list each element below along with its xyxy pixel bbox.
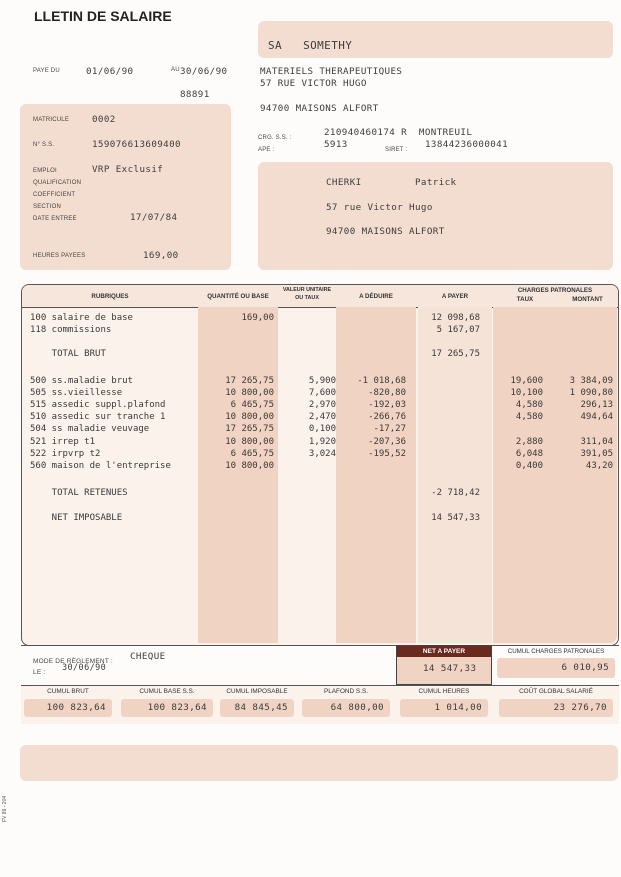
cumul-label: PLAFOND S.S. [323,688,369,695]
section-label: SECTION [33,204,62,210]
row-rubrique: 515 assedic suppl.plafond [30,400,166,410]
reglement-date: 30/06/90 [62,663,107,673]
cumul-label: CUMUL BASE S.S. [139,688,195,695]
column-quantite-bg [198,307,278,643]
header-taux: TAUX [516,296,534,303]
row-taux: 19,600 [510,376,543,386]
header-quantite: QUANTITÉ OU BASE [207,293,269,300]
nss-label: N° S.S. [33,142,55,148]
row-montant: 296,13 [580,400,613,410]
row-rubrique: 510 assedic sur tranche 1 [30,412,166,422]
footer-rule [21,645,619,646]
row-quantite: 17 265,75 [225,376,274,386]
cumul-label: CUMUL BRUT [47,688,89,695]
cumul-value: 1 014,00 [434,702,482,713]
coefficient-label: COEFFICIENT [33,192,76,198]
row-taux: 0,400 [515,461,543,471]
page-title: LLETIN DE SALAIRE [34,8,172,24]
row-montant: 1 090,80 [569,388,613,398]
row-rubrique: 118 commissions [30,325,112,335]
cumul-label: CUMUL HEURES [418,688,470,695]
mode-reglement-value: CHEQUE [130,651,166,662]
row-payer: 14 547,33 [431,513,480,523]
cumul-label: COÛT GLOBAL SALARIÉ [519,688,593,695]
siret-label: SIRET : [385,147,408,153]
qualification-label: QUALIFICATION [33,180,82,186]
row-montant: 494,64 [580,412,613,422]
row-taux: 4,580 [515,412,543,422]
bottom-band [20,745,618,781]
header-rubriques: RUBRIQUES [91,293,129,300]
row-valeur: 3,024 [308,449,336,459]
row-rubrique: 504 ss maladie veuvage [30,424,150,434]
matricule-label: MATRICULE [33,117,70,123]
row-rubrique: 505 ss.vieillesse [30,388,123,398]
header-montant: MONTANT [572,296,603,303]
row-rubrique: NET IMPOSABLE [30,513,123,523]
row-rubrique: TOTAL RETENUES [30,488,128,498]
row-quantite: 10 800,00 [225,437,274,447]
row-rubrique: 100 salaire de base [30,313,133,323]
le-label: LE : [33,669,46,676]
ape-label: APE : [258,147,275,153]
header-deduire: A DÉDUIRE [359,293,393,300]
employee-info-box [20,104,231,270]
employer-line1: MATERIELS THERAPEUTIQUES [260,66,403,77]
row-deduire: -1 018,68 [357,376,406,386]
row-deduire: -192,03 [368,400,406,410]
row-deduire: -207,36 [368,437,406,447]
cumul-charges-label: CUMUL CHARGES PATRONALES [507,648,605,655]
row-rubrique: 521 irrep t1 [30,437,96,447]
recipient-city: 94700 MAISONS ALFORT [326,226,445,237]
row-payer: 12 098,68 [431,313,480,323]
row-valeur: 7,600 [308,388,336,398]
row-payer: 17 265,75 [431,349,480,359]
date-entree-label: DATE ENTREE [33,216,77,222]
header-charges: CHARGES PATRONALES [517,287,593,294]
row-valeur: 5,900 [308,376,336,386]
date-entree-value: 17/07/84 [130,212,178,223]
row-rubrique: 522 irpvrp t2 [30,449,101,459]
employer-line2: 57 RUE VICTOR HUGO [260,78,367,89]
payee-du-label: PAYE DU [33,68,60,74]
header-valeur-taux: OU TAUX [295,295,319,301]
cumul-value: 100 823,64 [46,702,106,713]
row-deduire: -17,27 [373,424,406,434]
crg-label: CRG. S.S. : [258,135,292,141]
row-payer: -2 718,42 [431,488,480,498]
period-from: 01/06/90 [86,66,134,77]
row-taux: 4,580 [515,400,543,410]
row-rubrique: 500 ss.maladie brut [30,376,133,386]
row-payer: 5 167,07 [436,325,480,335]
siret-value: 13844236000041 [425,139,509,150]
emploi-label: EMPLOI [33,168,57,174]
row-deduire: -266,76 [368,412,406,422]
header-valeur: VALEUR UNITAIRE [282,287,332,293]
row-valeur: 0,100 [308,424,336,434]
mode-reglement-label: MODE DE RÈGLEMENT : [33,658,113,665]
cumul-label: CUMUL IMPOSABLE [226,688,288,695]
row-valeur: 2,470 [308,412,336,422]
row-quantite: 6 465,75 [230,400,274,410]
header-payer: A PAYER [441,293,469,300]
row-deduire: -195,52 [368,449,406,459]
row-taux: 10,100 [510,388,543,398]
row-quantite: 10 800,00 [225,388,274,398]
row-quantite: 17 265,75 [225,424,274,434]
recipient-name: CHERKI Patrick [326,177,457,188]
row-quantite: 169,00 [241,313,274,323]
payslip-number: 88891 [180,89,210,100]
row-valeur: 1,920 [308,437,336,447]
cumul-value: 100 823,64 [147,702,207,713]
row-deduire: -820,80 [368,388,406,398]
cumul-charges-value: 6 010,95 [561,662,609,673]
employer-line3: 94700 MAISONS ALFORT [260,103,379,114]
au-label: AU [171,67,180,73]
row-quantite: 10 800,00 [225,412,274,422]
emploi-value: VRP Exclusif [92,164,164,175]
row-quantite: 10 800,00 [225,461,274,471]
heures-label: HEURES PAYEES [33,253,86,259]
employer-name: SA SOMETHY [268,39,353,52]
row-montant: 311,04 [580,437,613,447]
net-a-payer-label: NET A PAYER [397,646,491,657]
heures-value: 169,00 [143,250,179,261]
row-taux: 2,880 [515,437,543,447]
row-rubrique: TOTAL BRUT [30,349,106,359]
nss-value: 159076613609400 [92,139,181,150]
period-to: 30/06/90 [180,66,228,77]
column-deduire-bg [336,307,416,643]
ape-value: 5913 [324,139,348,150]
row-taux: 6,048 [515,449,543,459]
cumul-value: 23 276,70 [553,702,607,713]
cumul-value: 64 800,00 [330,702,384,713]
column-charges-bg [493,307,617,643]
row-rubrique: 560 maison de l'entreprise [30,461,171,471]
form-code: FV 89 - 204 [2,795,8,822]
torn-corner [0,0,48,48]
row-valeur: 2,970 [308,400,336,410]
row-quantite: 6 465,75 [230,449,274,459]
cumul-value: 84 845,45 [234,702,288,713]
row-montant: 391,05 [580,449,613,459]
row-montant: 43,20 [585,461,613,471]
row-montant: 3 384,09 [569,376,613,386]
recipient-street: 57 rue Victor Hugo [326,202,433,213]
net-a-payer-value: 14 547,33 [423,663,477,674]
matricule-value: 0002 [92,114,116,125]
crg-value: 210940460174 R MONTREUIL [324,127,473,138]
